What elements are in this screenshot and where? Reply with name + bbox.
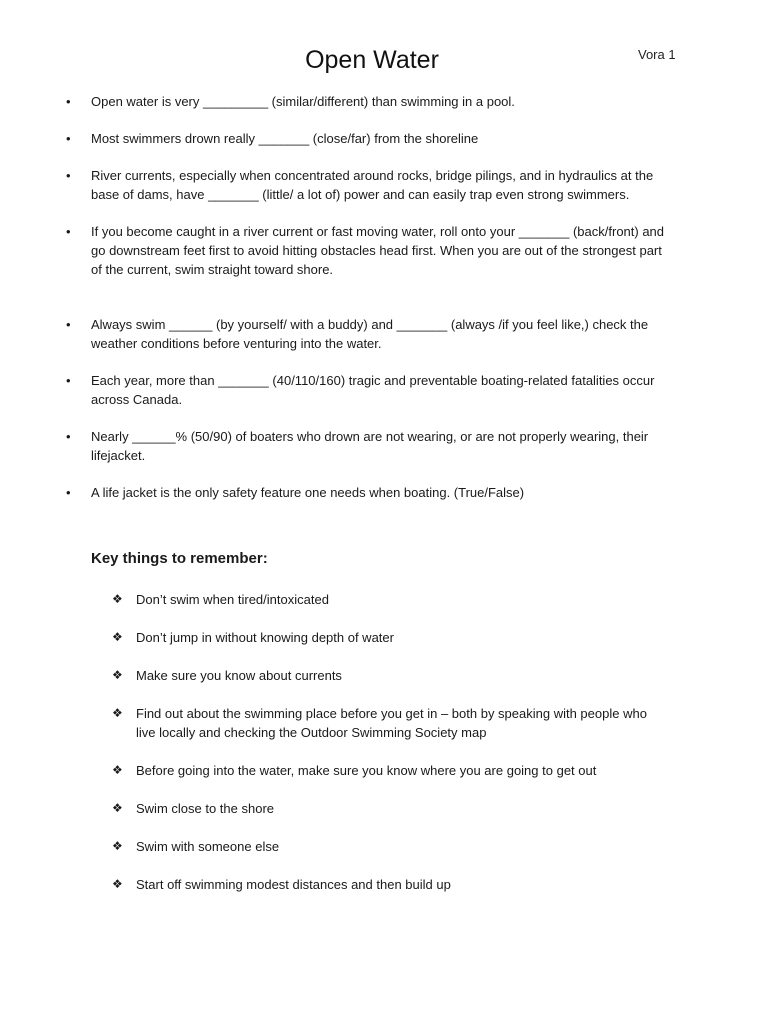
list-item xyxy=(66,315,671,353)
bullet-icon: • xyxy=(66,485,71,500)
question-list xyxy=(0,92,768,520)
question-text: Most swimmers drown really _______ (close/far) from the shoreline xyxy=(91,131,479,146)
list-item xyxy=(112,761,666,780)
question-text: Each year, more than _______ (40/110/160) tragic and preventable boating-related fatalities occur across Canada. xyxy=(91,373,655,407)
question-text: River currents, especially when concentrated around rocks, bridge pilings, and in hydraulics at the base of dams, have _______ (little/ a lot of) power and can easily trap even strong swimmers. xyxy=(91,168,654,202)
question-text: Always swim ______ (by yourself/ with a buddy) and _______ (always /if you feel like,) check the weather conditions before venturing into the water. xyxy=(91,317,649,351)
list-item xyxy=(112,666,666,685)
tip-text: Swim with someone else xyxy=(136,839,280,854)
list-item xyxy=(112,590,666,609)
diamond-bullet-icon: ❖ xyxy=(112,877,123,891)
list-item xyxy=(112,875,666,894)
diamond-bullet-icon: ❖ xyxy=(112,668,123,682)
diamond-bullet-icon: ❖ xyxy=(112,839,123,853)
bullet-icon: • xyxy=(66,317,71,332)
bullet-icon: • xyxy=(66,168,71,183)
list-item xyxy=(66,166,671,204)
bullet-icon: • xyxy=(66,94,71,109)
bullet-icon: • xyxy=(66,373,71,388)
bullet-icon: • xyxy=(66,429,71,444)
tips-list xyxy=(0,590,768,913)
tip-text: Don’t swim when tired/intoxicated xyxy=(136,592,329,607)
list-item xyxy=(66,129,671,148)
page-title: Open Water xyxy=(305,46,439,74)
diamond-bullet-icon: ❖ xyxy=(112,763,123,777)
list-item xyxy=(66,222,671,279)
diamond-bullet-icon: ❖ xyxy=(112,801,123,815)
bullet-icon: • xyxy=(66,224,71,239)
page-number-label: Vora 1 xyxy=(638,47,676,62)
diamond-bullet-icon: ❖ xyxy=(112,630,123,644)
tip-text: Before going into the water, make sure you know where you are going to get out xyxy=(136,763,597,778)
tip-text: Swim close to the shore xyxy=(136,801,275,816)
question-text: A life jacket is the only safety feature one needs when boating. (True/False) xyxy=(91,485,525,500)
list-item xyxy=(66,92,671,111)
key-things-heading: Key things to remember: xyxy=(91,550,268,567)
list-item xyxy=(112,837,666,856)
diamond-bullet-icon: ❖ xyxy=(112,592,123,606)
list-item xyxy=(112,628,666,647)
tip-text: Don’t jump in without knowing depth of water xyxy=(136,630,394,645)
bullet-icon: • xyxy=(66,131,71,146)
question-text: Nearly ______% (50/90) of boaters who drown are not wearing, or are not properly wearing, their lifejacket. xyxy=(91,429,649,463)
tip-text: Start off swimming modest distances and then build up xyxy=(136,877,451,892)
question-text: Open water is very _________ (similar/different) than swimming in a pool. xyxy=(91,94,515,109)
list-item xyxy=(112,704,666,742)
list-item xyxy=(66,427,671,465)
tip-text: Make sure you know about currents xyxy=(136,668,342,683)
question-text: If you become caught in a river current or fast moving water, roll onto your _______ (back/front) and go downstream feet first to avoid hitting obstacles head first. When you are out of the strongest part of the current, swim straight toward shore. xyxy=(91,224,665,277)
tip-text: Find out about the swimming place before you get in – both by speaking with people who live locally and checking the Outdoor Swimming Society map xyxy=(136,706,647,740)
list-item xyxy=(66,483,671,502)
diamond-bullet-icon: ❖ xyxy=(112,706,123,720)
list-item xyxy=(66,371,671,409)
list-item xyxy=(112,799,666,818)
